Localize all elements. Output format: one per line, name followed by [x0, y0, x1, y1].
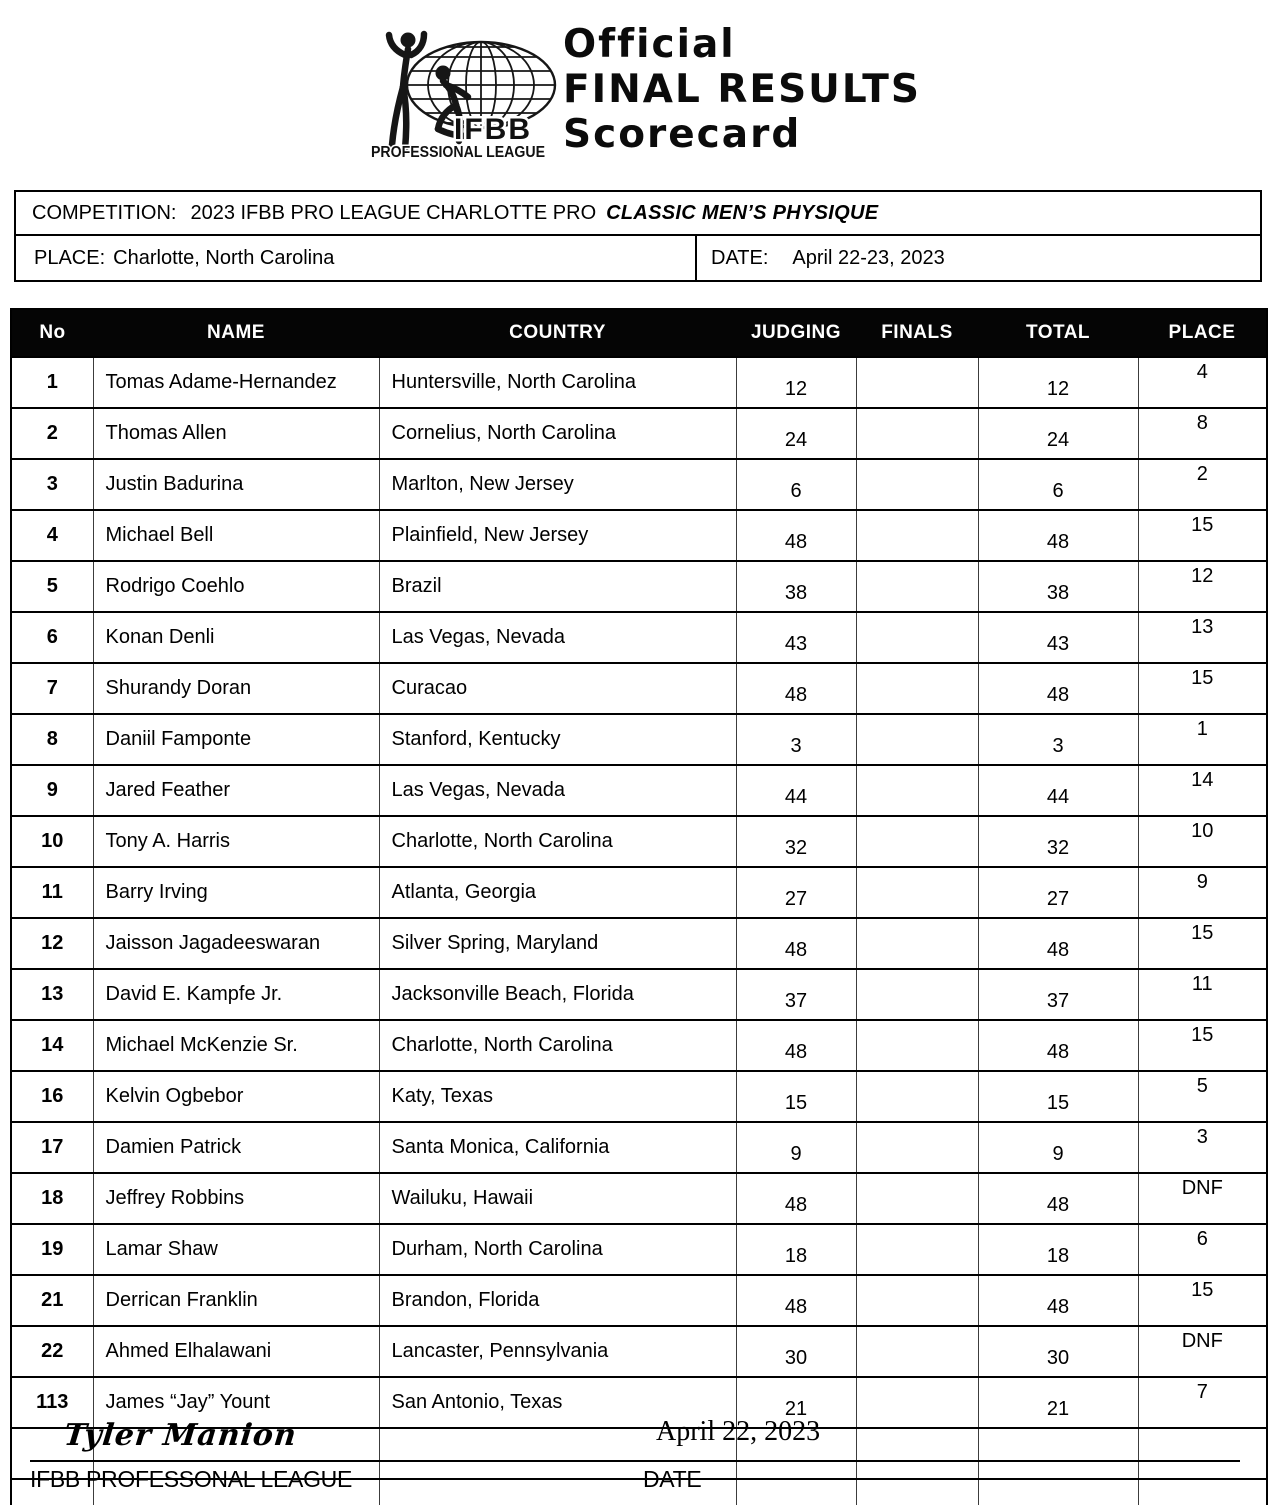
table-row: [11, 1071, 1267, 1122]
cell-total: 12: [978, 357, 1138, 408]
cell-name: Tony A. Harris: [93, 816, 379, 867]
cell-total: 48: [978, 663, 1138, 714]
logo-suborg-wordmark: PROFESSIONAL LEAGUE: [371, 144, 545, 161]
title-line-scorecard: Scorecard: [563, 112, 802, 157]
cell-finals: [856, 612, 978, 663]
cell-place: 6: [1138, 1224, 1267, 1275]
cell-judging: 24: [736, 408, 856, 459]
cell-total: 48: [978, 510, 1138, 561]
cell-finals: [856, 1173, 978, 1224]
cell-name: Lamar Shaw: [93, 1224, 379, 1275]
date-value: April 22-23, 2023: [792, 246, 945, 269]
table-row: [11, 1173, 1267, 1224]
cell-place: [1138, 1428, 1267, 1479]
cell-total: 32: [978, 816, 1138, 867]
cell-no: 8: [11, 714, 93, 765]
cell-total: 27: [978, 867, 1138, 918]
cell-place: 10: [1138, 816, 1267, 867]
cell-judging: 48: [736, 510, 856, 561]
cell-total: 24: [978, 408, 1138, 459]
cell-finals: [856, 459, 978, 510]
cell-judging: 43: [736, 612, 856, 663]
cell-no: 16: [11, 1071, 93, 1122]
cell-place: 15: [1138, 510, 1267, 561]
cell-place: 9: [1138, 867, 1267, 918]
signature-date-label: DATE: [643, 1466, 702, 1492]
date-line: [640, 1460, 1240, 1462]
cell-finals: [856, 918, 978, 969]
cell-judging: [736, 1479, 856, 1505]
cell-judging: 37: [736, 969, 856, 1020]
cell-country: Wailuku, Hawaii: [379, 1173, 736, 1224]
cell-finals: [856, 1020, 978, 1071]
cell-place: 15: [1138, 918, 1267, 969]
cell-finals: [856, 1479, 978, 1505]
cell-no: 10: [11, 816, 93, 867]
cell-total: 48: [978, 918, 1138, 969]
cell-total: 9: [978, 1122, 1138, 1173]
cell-no: 5: [11, 561, 93, 612]
cell-judging: 21: [736, 1377, 856, 1428]
cell-place: 5: [1138, 1071, 1267, 1122]
cell-place: DNF: [1138, 1173, 1267, 1224]
cell-no: 22: [11, 1326, 93, 1377]
cell-country: Durham, North Carolina: [379, 1224, 736, 1275]
cell-country: Marlton, New Jersey: [379, 459, 736, 510]
table-row: [11, 765, 1267, 816]
cell-total: 30: [978, 1326, 1138, 1377]
cell-judging: 9: [736, 1122, 856, 1173]
cell-judging: 48: [736, 1173, 856, 1224]
cell-country: Las Vegas, Nevada: [379, 612, 736, 663]
header-name: NAME: [93, 309, 379, 357]
cell-finals: [856, 1377, 978, 1428]
cell-finals: [856, 867, 978, 918]
header-finals: FINALS: [856, 309, 978, 357]
competition-name: 2023 IFBB PRO LEAGUE CHARLOTTE PRO: [190, 201, 597, 224]
cell-name: Jeffrey Robbins: [93, 1173, 379, 1224]
table-row: [11, 510, 1267, 561]
cell-finals: [856, 1122, 978, 1173]
cell-place: 13: [1138, 612, 1267, 663]
table-row: [11, 561, 1267, 612]
table-row: [11, 714, 1267, 765]
header-place: PLACE: [1138, 309, 1267, 357]
cell-no: 19: [11, 1224, 93, 1275]
cell-total: 21: [978, 1377, 1138, 1428]
cell-judging: 38: [736, 561, 856, 612]
table-row: [11, 663, 1267, 714]
cell-no: 18: [11, 1173, 93, 1224]
competition-info-box: [14, 190, 1262, 282]
cell-name: Thomas Allen: [93, 408, 379, 459]
cell-judging: 48: [736, 918, 856, 969]
cell-total: 43: [978, 612, 1138, 663]
place-date-row: [16, 236, 1260, 280]
header-no: No: [11, 309, 93, 357]
cell-name: Damien Patrick: [93, 1122, 379, 1173]
cell-country: Curacao: [379, 663, 736, 714]
cell-judging: 48: [736, 1020, 856, 1071]
cell-place: 7: [1138, 1377, 1267, 1428]
cell-country: Brandon, Florida: [379, 1275, 736, 1326]
table-header-row: [11, 309, 1267, 357]
cell-finals: [856, 1275, 978, 1326]
cell-no: 17: [11, 1122, 93, 1173]
document-title: [563, 22, 921, 157]
cell-judging: 3: [736, 714, 856, 765]
cell-country: Plainfield, New Jersey: [379, 510, 736, 561]
cell-name: David E. Kampfe Jr.: [93, 969, 379, 1020]
cell-country: Katy, Texas: [379, 1071, 736, 1122]
title-line-official: Official: [563, 22, 736, 67]
cell-finals: [856, 408, 978, 459]
cell-total: 48: [978, 1020, 1138, 1071]
cell-judging: 30: [736, 1326, 856, 1377]
cell-country: Silver Spring, Maryland: [379, 918, 736, 969]
cell-no: 1: [11, 357, 93, 408]
cell-country: Atlanta, Georgia: [379, 867, 736, 918]
ifbb-professional-league-logo-icon: [348, 25, 560, 165]
cell-name: Jaisson Jagadeeswaran: [93, 918, 379, 969]
cell-total: [978, 1428, 1138, 1479]
cell-country: Santa Monica, California: [379, 1122, 736, 1173]
table-row: [11, 357, 1267, 408]
cell-total: 38: [978, 561, 1138, 612]
cell-no: 14: [11, 1020, 93, 1071]
official-signature: Tyler Manion: [62, 1418, 299, 1453]
title-line-final-results: FINAL RESULTS: [563, 67, 921, 112]
cell-judging: 48: [736, 1275, 856, 1326]
place-cell: [16, 236, 697, 280]
competition-division: CLASSIC MEN’S PHYSIQUE: [606, 201, 879, 224]
cell-place: 11: [1138, 969, 1267, 1020]
cell-no: 21: [11, 1275, 93, 1326]
cell-place: [1138, 1479, 1267, 1505]
competition-label: COMPETITION:: [32, 201, 177, 224]
header-country: COUNTRY: [379, 309, 736, 357]
cell-no: 113: [11, 1377, 93, 1428]
table-row: [11, 816, 1267, 867]
cell-place: 8: [1138, 408, 1267, 459]
cell-total: 6: [978, 459, 1138, 510]
cell-name: Justin Badurina: [93, 459, 379, 510]
cell-total: 37: [978, 969, 1138, 1020]
cell-judging: 48: [736, 663, 856, 714]
cell-finals: [856, 1326, 978, 1377]
cell-total: 44: [978, 765, 1138, 816]
cell-place: 2: [1138, 459, 1267, 510]
competition-row: [16, 192, 1260, 236]
cell-name: Kelvin Ogbebor: [93, 1071, 379, 1122]
cell-name: Rodrigo Coehlo: [93, 561, 379, 612]
cell-name: Tomas Adame-Hernandez: [93, 357, 379, 408]
results-table: [10, 308, 1268, 1505]
cell-country: Jacksonville Beach, Florida: [379, 969, 736, 1020]
cell-country: Brazil: [379, 561, 736, 612]
cell-judging: 18: [736, 1224, 856, 1275]
place-label: PLACE:: [34, 246, 106, 269]
signature-line: [30, 1460, 746, 1462]
table-row: [11, 969, 1267, 1020]
table-row: [11, 1326, 1267, 1377]
place-value: Charlotte, North Carolina: [113, 246, 335, 269]
cell-country: Charlotte, North Carolina: [379, 1020, 736, 1071]
cell-total: 48: [978, 1275, 1138, 1326]
cell-place: DNF: [1138, 1326, 1267, 1377]
cell-name: Michael Bell: [93, 510, 379, 561]
table-row: [11, 1224, 1267, 1275]
table-row: [11, 1020, 1267, 1071]
logo-org-wordmark: IFBB: [454, 113, 532, 146]
cell-name: Michael McKenzie Sr.: [93, 1020, 379, 1071]
cell-place: 15: [1138, 663, 1267, 714]
cell-finals: [856, 765, 978, 816]
cell-no: 13: [11, 969, 93, 1020]
cell-country: San Antonio, Texas: [379, 1377, 736, 1428]
cell-no: 9: [11, 765, 93, 816]
cell-name: Ahmed Elhalawani: [93, 1326, 379, 1377]
cell-name: Derrican Franklin: [93, 1275, 379, 1326]
cell-no: 11: [11, 867, 93, 918]
cell-judging: 15: [736, 1071, 856, 1122]
cell-place: 1: [1138, 714, 1267, 765]
cell-name: James “Jay” Yount: [93, 1377, 379, 1428]
cell-judging: 6: [736, 459, 856, 510]
signature-date-value: April 22, 2023: [656, 1416, 821, 1447]
cell-name: Barry Irving: [93, 867, 379, 918]
cell-country: Huntersville, North Carolina: [379, 357, 736, 408]
table-row: [11, 1122, 1267, 1173]
cell-name: Konan Denli: [93, 612, 379, 663]
table-row: [11, 918, 1267, 969]
cell-total: 15: [978, 1071, 1138, 1122]
cell-total: [978, 1479, 1138, 1505]
cell-finals: [856, 714, 978, 765]
cell-place: 3: [1138, 1122, 1267, 1173]
table-row: [11, 408, 1267, 459]
cell-judging: 27: [736, 867, 856, 918]
cell-name: Shurandy Doran: [93, 663, 379, 714]
cell-finals: [856, 561, 978, 612]
table-row: [11, 1275, 1267, 1326]
date-cell: [697, 236, 1260, 280]
header-total: TOTAL: [978, 309, 1138, 357]
cell-country: Cornelius, North Carolina: [379, 408, 736, 459]
cell-no: 7: [11, 663, 93, 714]
cell-finals: [856, 663, 978, 714]
cell-country: Las Vegas, Nevada: [379, 765, 736, 816]
cell-name: Daniil Famponte: [93, 714, 379, 765]
cell-total: 3: [978, 714, 1138, 765]
cell-finals: [856, 1428, 978, 1479]
cell-place: 15: [1138, 1020, 1267, 1071]
cell-no: 3: [11, 459, 93, 510]
table-row: [11, 867, 1267, 918]
results-table-body: [11, 357, 1267, 1505]
cell-no: 4: [11, 510, 93, 561]
date-label: DATE:: [711, 246, 769, 269]
cell-name: Jared Feather: [93, 765, 379, 816]
cell-total: 18: [978, 1224, 1138, 1275]
cell-finals: [856, 816, 978, 867]
cell-total: 48: [978, 1173, 1138, 1224]
cell-judging: 12: [736, 357, 856, 408]
cell-place: 14: [1138, 765, 1267, 816]
table-row: [11, 612, 1267, 663]
cell-finals: [856, 1071, 978, 1122]
cell-place: 12: [1138, 561, 1267, 612]
cell-finals: [856, 969, 978, 1020]
cell-country: Charlotte, North Carolina: [379, 816, 736, 867]
cell-place: 15: [1138, 1275, 1267, 1326]
cell-place: 4: [1138, 357, 1267, 408]
header-judging: JUDGING: [736, 309, 856, 357]
cell-judging: 44: [736, 765, 856, 816]
signature-org-label: IFBB PROFESSONAL LEAGUE: [30, 1466, 353, 1492]
cell-country: Stanford, Kentucky: [379, 714, 736, 765]
cell-country: Lancaster, Pennsylvania: [379, 1326, 736, 1377]
cell-finals: [856, 510, 978, 561]
cell-finals: [856, 357, 978, 408]
table-row: [11, 459, 1267, 510]
cell-finals: [856, 1224, 978, 1275]
cell-no: 12: [11, 918, 93, 969]
cell-judging: 32: [736, 816, 856, 867]
cell-no: 2: [11, 408, 93, 459]
cell-no: 6: [11, 612, 93, 663]
